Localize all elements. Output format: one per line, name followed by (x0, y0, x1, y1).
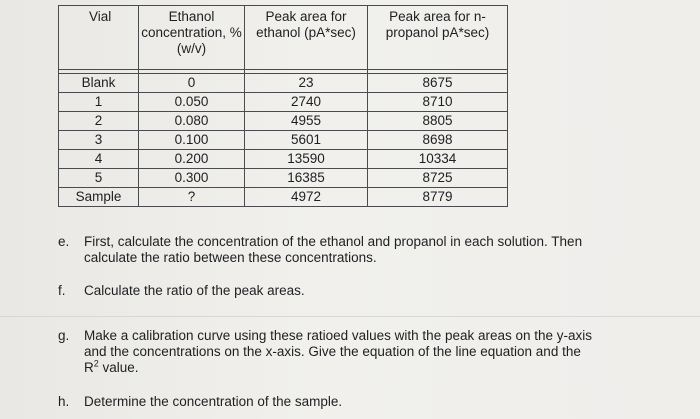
cell-vial: 4 (59, 150, 139, 169)
cell-peak-ethanol: 13590 (245, 150, 368, 169)
cell-vial: Blank (59, 74, 139, 93)
table-row (59, 188, 508, 207)
question-text-line: and the concentrations on the x-axis. Give the equation of the line equation and the (84, 344, 581, 359)
question-h (58, 394, 658, 412)
header-peak-ethanol: Peak area for ethanol (pA*sec) (245, 6, 368, 70)
cell-concentration: ? (139, 188, 245, 207)
table-row (59, 93, 508, 112)
cell-peak-ethanol: 4955 (245, 112, 368, 131)
question-label: f. (58, 283, 66, 298)
cell-vial: 2 (59, 112, 139, 131)
cell-peak-ethanol: 23 (245, 74, 368, 93)
cell-peak-propanol: 8725 (368, 169, 508, 188)
table-row (59, 150, 508, 169)
cell-vial: 1 (59, 93, 139, 112)
cell-peak-ethanol: 4972 (245, 188, 368, 207)
cell-peak-ethanol: 16385 (245, 169, 368, 188)
question-label: g. (58, 328, 70, 343)
question-f (58, 283, 658, 301)
question-label: e. (58, 234, 70, 249)
cell-vial: Sample (59, 188, 139, 207)
cell-concentration: 0.080 (139, 112, 245, 131)
header-vial: Vial (59, 6, 139, 70)
cell-concentration: 0.300 (139, 169, 245, 188)
cell-concentration: 0.050 (139, 93, 245, 112)
question-e (58, 234, 658, 268)
section-divider (0, 316, 700, 317)
cell-peak-ethanol: 2740 (245, 93, 368, 112)
cell-peak-propanol: 8675 (368, 74, 508, 93)
table-row (59, 169, 508, 188)
cell-concentration: 0.200 (139, 150, 245, 169)
cell-peak-propanol: 8779 (368, 188, 508, 207)
cell-peak-ethanol: 5601 (245, 131, 368, 150)
cell-peak-propanol: 10334 (368, 150, 508, 169)
cell-peak-propanol: 8710 (368, 93, 508, 112)
header-peak-propanol: Peak area for n-propanol pA*sec) (368, 6, 508, 70)
question-text-line: $R^2$ value. (84, 358, 139, 375)
question-text-line: First, calculate the concentration of the ethanol and propanol in each solution. Then (84, 234, 583, 249)
question-text-line: calculate the ratio between these concentrations. (84, 250, 377, 265)
table-header-row (59, 6, 508, 70)
question-text-line: Calculate the ratio of the peak areas. (84, 283, 305, 298)
cell-peak-propanol: 8698 (368, 131, 508, 150)
table-row (59, 74, 508, 93)
header-ethanol-concentration: Ethanol concentration, % (w/v) (139, 6, 245, 70)
vial-peak-area-table (58, 5, 508, 207)
cell-concentration: 0 (139, 74, 245, 93)
question-text-line: Determine the concentration of the sample. (84, 394, 343, 409)
data-table-container (58, 5, 507, 207)
table-row (59, 131, 508, 150)
cell-vial: 5 (59, 169, 139, 188)
question-label: h. (58, 394, 70, 409)
cell-concentration: 0.100 (139, 131, 245, 150)
question-g (58, 328, 678, 378)
question-text-line: Make a calibration curve using these ratioed values with the peak areas on the y-axis (84, 328, 593, 343)
table-row (59, 112, 508, 131)
cell-peak-propanol: 8805 (368, 112, 508, 131)
cell-vial: 3 (59, 131, 139, 150)
